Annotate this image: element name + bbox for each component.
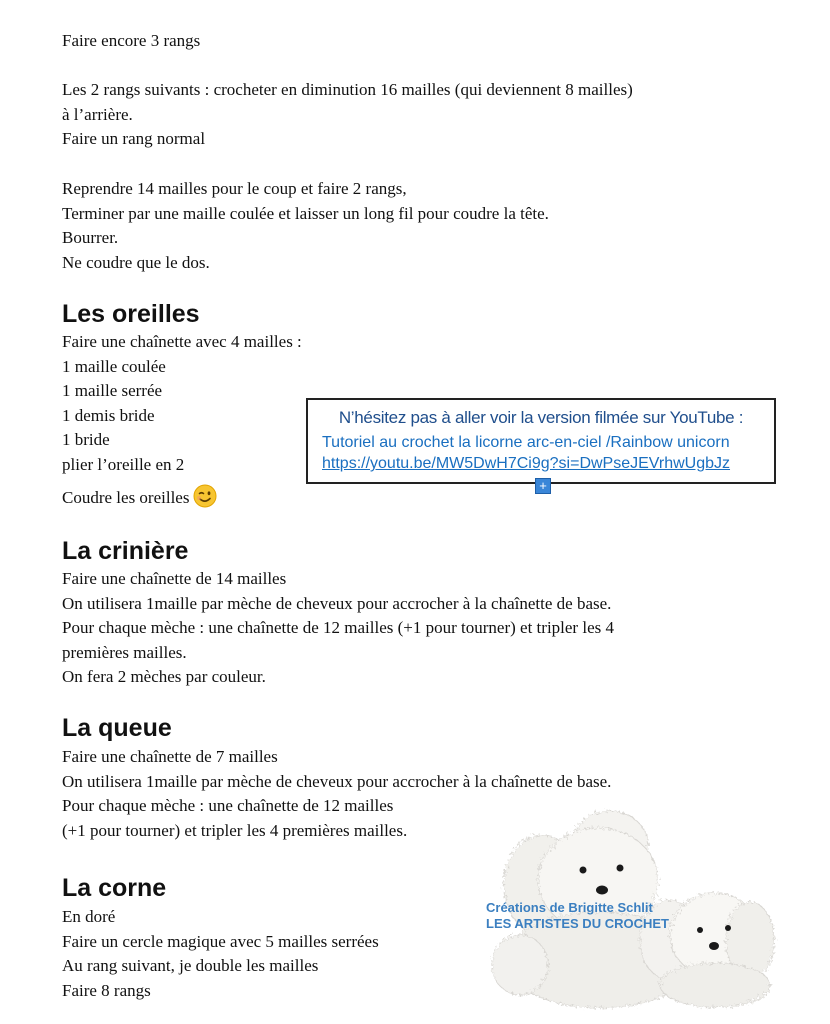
text-line: Faire 8 rangs — [62, 980, 151, 1000]
callout-title: N’hésitez pas à aller voir la version filmée sur YouTube : — [338, 408, 744, 427]
youtube-link[interactable]: https://youtu.be/MW5DwH7Ci9g?si=DwPseJEVrhwUgbJz — [322, 455, 731, 472]
text-line: Faire une chaînette de 14 mailles — [62, 569, 287, 588]
text-line: On utilisera 1maille par mèche de cheveux pour accrocher à la chaînette de base. — [62, 593, 612, 613]
text-line-with-emoji — [62, 484, 302, 511]
intro-paragraph-1 — [62, 29, 200, 54]
corne-instructions — [62, 905, 379, 1003]
section-title-corne: La corne — [62, 874, 167, 902]
text-line: (+1 pour tourner) et tripler les 4 premières mailles. — [62, 820, 408, 840]
intro-paragraph-3 — [62, 177, 549, 275]
text-line: Faire un cercle magique avec 5 mailles serrées — [62, 931, 379, 951]
text-line: 1 demis bride — [62, 405, 155, 425]
text-line: Les 2 rangs suivants : crocheter en diminution 16 mailles (qui deviennent 8 mailles) — [62, 80, 633, 99]
text-line: Coudre les oreilles — [62, 487, 190, 507]
text-line: Ne coudre que le dos. — [62, 252, 210, 272]
text-line: Faire une chaînette avec 4 mailles : — [62, 332, 302, 351]
text-line: 1 maille serrée — [62, 381, 163, 401]
text-line: Bourrer. — [62, 228, 119, 248]
text-line: On fera 2 mèches par couleur. — [62, 667, 266, 687]
section-title-queue: La queue — [62, 714, 172, 742]
credit-author: Créations de Brigitte Schlit — [486, 900, 653, 915]
text-line: 1 maille coulée — [62, 356, 166, 376]
text-line: plier l’oreille en 2 — [62, 454, 185, 474]
section-title-criniere: La crinière — [62, 537, 189, 565]
criniere-instructions — [62, 567, 614, 690]
anchor-handle-button[interactable]: + — [535, 478, 551, 494]
credit-group: LES ARTISTES DU CROCHET — [486, 916, 669, 931]
text-line: En doré — [62, 907, 116, 926]
text-line: Terminer par une maille coulée et laisser un long fil pour coudre la tête. — [62, 203, 549, 223]
text-line: Faire encore 3 rangs — [62, 31, 201, 50]
section-title-oreilles: Les oreilles — [62, 300, 200, 328]
text-line: Faire une chaînette de 7 mailles — [62, 747, 278, 766]
text-line: premières mailles. — [62, 642, 187, 662]
callout-video-title: Tutoriel au crochet la licorne arc-en-ciel /Rainbow unicorn — [322, 434, 730, 451]
text-line: 1 bride — [62, 430, 110, 450]
winking-face-icon — [193, 484, 217, 508]
youtube-callout-box — [306, 398, 776, 484]
text-line: Faire un rang normal — [62, 129, 206, 149]
intro-paragraph-2 — [62, 78, 633, 152]
text-line: Pour chaque mèche : une chaînette de 12 mailles (+1 pour tourner) et tripler les 4 — [62, 618, 614, 638]
text-line: à l’arrière. — [62, 104, 133, 124]
oreilles-instructions — [62, 330, 302, 510]
text-line: Pour chaque mèche : une chaînette de 12 mailles — [62, 796, 394, 816]
text-line: Reprendre 14 mailles pour le coup et faire 2 rangs, — [62, 179, 407, 198]
text-line: On utilisera 1maille par mèche de cheveux pour accrocher à la chaînette de base. — [62, 771, 612, 791]
photo-credits — [486, 900, 669, 932]
text-line: Au rang suivant, je double les mailles — [62, 956, 319, 976]
